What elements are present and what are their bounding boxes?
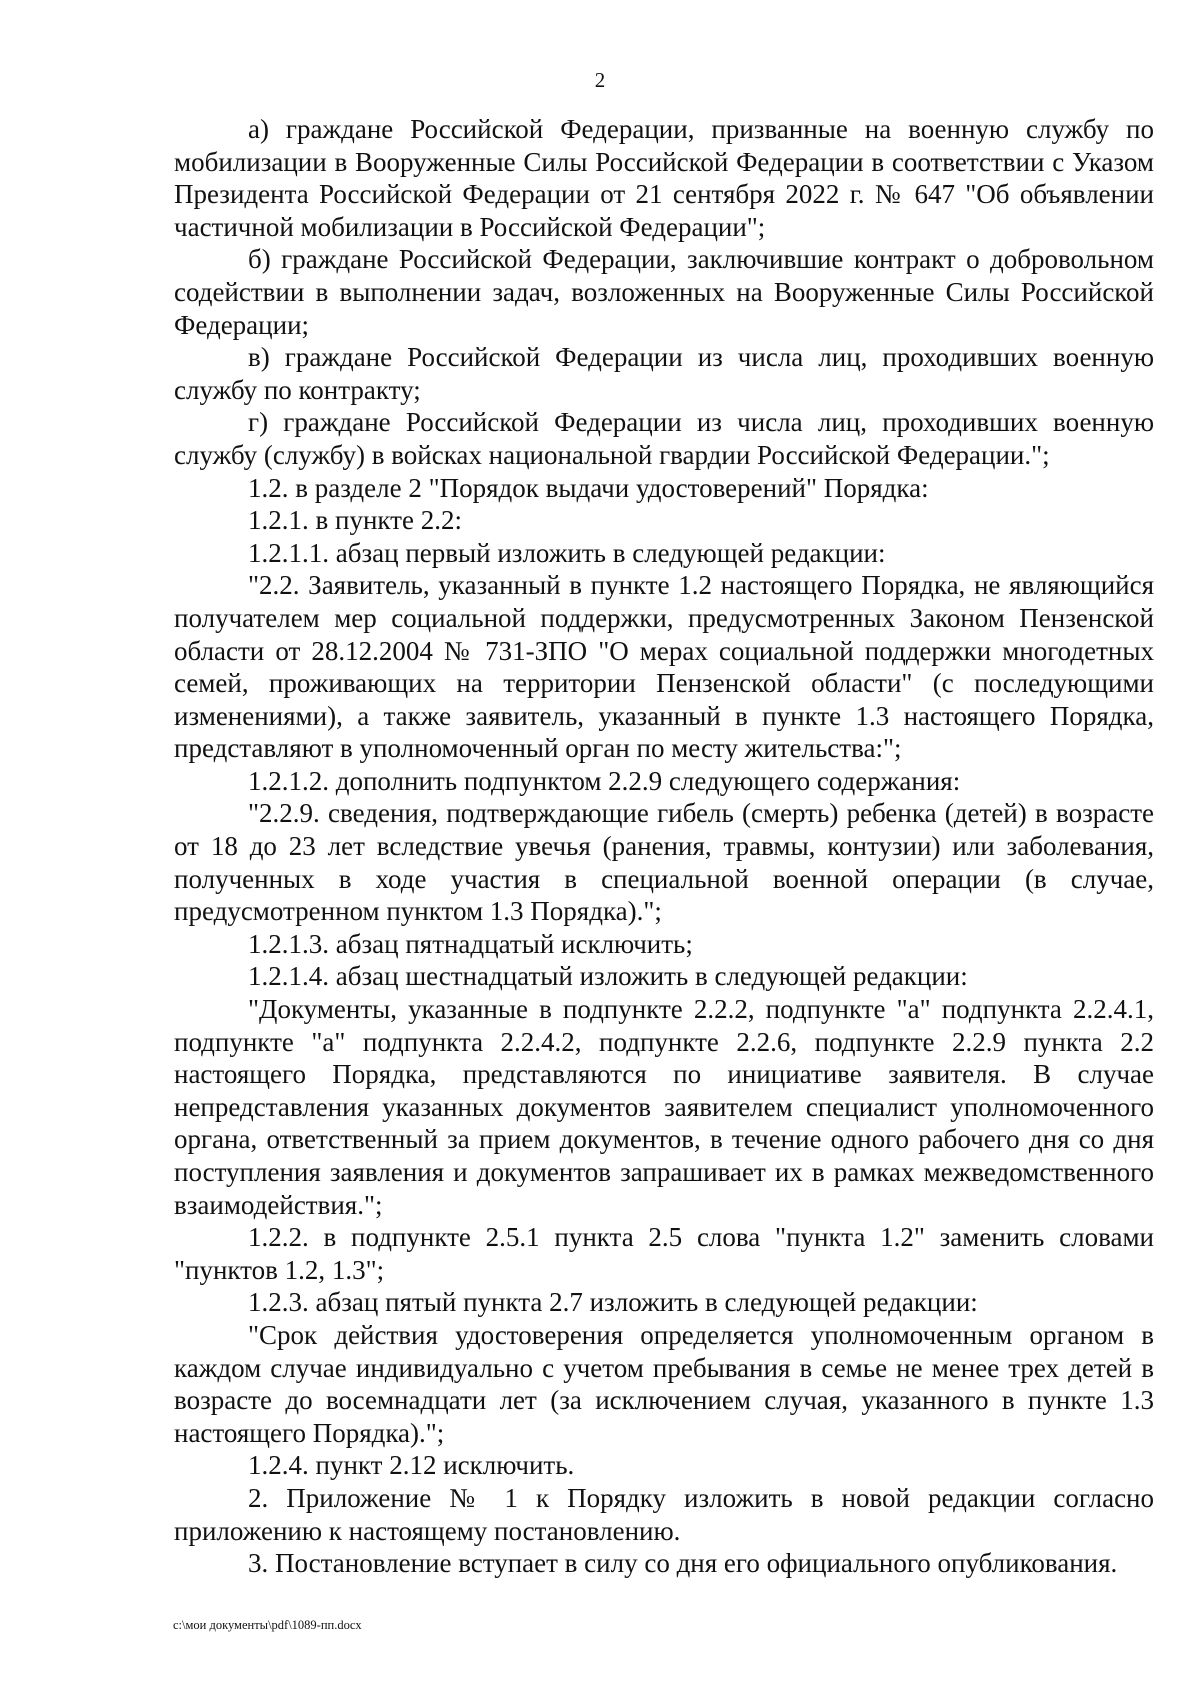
paragraph: а) граждане Российской Федерации, призванные на военную службу по мобилизации в Вооруженные Силы Российской Федерации в соответствии с Указом Президента Российской Федерации от 21 сентября 2022 г. № 647 "Об объявлении частичной мобилизации в Российской Федерации"; <box>174 114 1154 242</box>
paragraph: 1.2.3. абзац пятый пункта 2.7 изложить в следующей редакции: <box>248 1287 978 1318</box>
paragraph: 1.2.4. пункт 2.12 исключить. <box>248 1450 575 1481</box>
paragraph: 3. Постановление вступает в силу со дня его официального опубликования. <box>248 1548 1118 1579</box>
paragraph: б) граждане Российской Федерации, заключившие контракт о добровольном содействии в выполнении задач, возложенных на Вооруженные Силы Российской Федерации; <box>174 244 1154 340</box>
paragraph: 1.2. в разделе 2 "Порядок выдачи удостоверений" Порядка: <box>248 472 929 503</box>
paragraph: "Документы, указанные в подпункте 2.2.2, подпункте "а" подпункта 2.2.4.1, подпункте "а" подпункта 2.2.4.2, подпункте 2.2.6, подпункте 2.2.9 пункта 2.2 настоящего Порядка, представляются по инициативе заявителя. В случае непредставления указанных документов заявителем специалист уполномоченного органа, ответственный за прием документов, в течение одного рабочего дня со дня поступления заявления и документов запрашивает их в рамках межведомственного взаимодействия."; <box>174 994 1154 1220</box>
paragraph: 1.2.2. в подпункте 2.5.1 пункта 2.5 слова "пункта 1.2" заменить словами "пунктов 1.2, 1.3"; <box>174 1222 1154 1285</box>
footer-file-path: c:\мои документы\pdf\1089-пп.docx <box>173 1618 362 1632</box>
page-number: 2 <box>594 68 606 92</box>
paragraph: г) граждане Российской Федерации из числа лиц, проходивших военную службу (службу) в войсках национальной гвардии Российской Федерации."; <box>174 407 1154 470</box>
paragraph: "2.2.9. сведения, подтверждающие гибель (смерть) ребенка (детей) в возрасте от 18 до 23 лет вследствие увечья (ранения, травмы, контузии) или заболевания, полученных в ходе участия в специальной военной операции (в случае, предусмотренном пунктом 1.3 Порядка)."; <box>174 798 1154 927</box>
paragraph: "2.2. Заявитель, указанный в пункте 1.2 настоящего Порядка, не являющийся получателем мер социальной поддержки, предусмотренных Законом Пензенской области от 28.12.2004 № 731-ЗПО "О мерах социальной поддержки многодетных семей, проживающих на территории Пензенской области" (с последующими изменениями), а также заявитель, указанный в пункте 1.3 настоящего Порядка, представляют в уполномоченный орган по месту жительства:"; <box>174 570 1154 764</box>
document-body <box>174 113 1154 1580</box>
paragraph: 1.2.1. в пункте 2.2: <box>248 505 462 536</box>
paragraph: 1.2.1.3. абзац пятнадцатый исключить; <box>248 928 693 959</box>
paragraph: "Срок действия удостоверения определяется уполномоченным органом в каждом случае индивидуально с учетом пребывания в семье не менее трех детей в возрасте до восемнадцати лет (за исключением случая, указанного в пункте 1.3 настоящего Порядка)."; <box>174 1319 1154 1448</box>
paragraph: в) граждане Российской Федерации из числа лиц, проходивших военную службу по контракту; <box>174 342 1154 405</box>
paragraph: 2. Приложение № 1 к Порядку изложить в новой редакции согласно приложению к настоящему постановлению. <box>174 1482 1154 1546</box>
paragraph: 1.2.1.2. дополнить подпунктом 2.2.9 следующего содержания: <box>248 765 961 796</box>
paragraph: 1.2.1.1. абзац первый изложить в следующей редакции: <box>248 537 886 568</box>
paragraph: 1.2.1.4. абзац шестнадцатый изложить в следующей редакции: <box>248 961 968 992</box>
